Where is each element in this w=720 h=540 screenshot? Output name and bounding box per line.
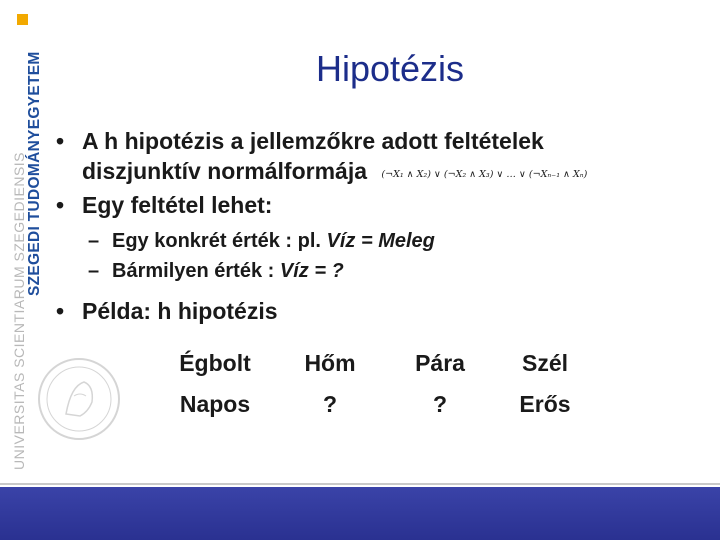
footer-bar — [0, 487, 720, 540]
attr-value: ? — [432, 391, 448, 417]
latin-motto: UNIVERSITAS SCIENTIARUM SZEGEDIENSIS — [11, 151, 27, 470]
attr-header: Hőm — [304, 350, 356, 376]
footer-divider — [0, 483, 720, 485]
attr-value: Erős — [519, 391, 571, 417]
bullet-text: Egy feltétel lehet: — [82, 192, 273, 218]
bullet-dot-icon: • — [56, 192, 65, 218]
dash-icon: – — [88, 260, 100, 282]
university-name: SZEGEDI TUDOMÁNYEGYETEM — [26, 51, 43, 296]
bullet-item — [56, 126, 706, 156]
sub-item — [56, 226, 706, 256]
bullet-list — [56, 126, 706, 326]
hypothesis-value-row — [160, 391, 600, 418]
page-title: Hipotézis — [315, 48, 465, 89]
sub-item — [56, 256, 706, 286]
bullet-text: A h hipotézis a jellemzőkre adott feltételek — [82, 128, 544, 154]
bullet-item — [56, 190, 706, 220]
bullet-dot-icon: • — [56, 128, 65, 154]
sub-item-text: Bármilyen érték : — [112, 260, 280, 282]
attr-value: Napos — [179, 391, 251, 417]
bullet-item — [56, 296, 706, 326]
attr-header: Égbolt — [179, 350, 251, 376]
bullet-dot-icon: • — [56, 298, 65, 324]
hypothesis-header-row — [160, 350, 600, 377]
bullet-item-continued — [56, 156, 706, 190]
attr-header: Pára — [415, 350, 465, 376]
dnf-formula: (¬X₁ ∧ X₂) ∨ (¬X₂ ∧ X₃) ∨ … ∨ (¬Xₙ₋₁ ∧ Xₙ) — [381, 169, 588, 180]
sub-item-text: Egy konkrét érték : pl. — [112, 230, 327, 252]
bullet-text: Példa: h hipotézis — [82, 298, 278, 324]
bullet-text: diszjunktív normálformája — [82, 158, 368, 184]
attr-header: Szél — [521, 350, 569, 376]
logo-square-icon — [17, 14, 28, 25]
university-seal-icon — [36, 356, 122, 442]
sub-item-example: Víz = Meleg — [326, 230, 435, 252]
attr-value: ? — [322, 391, 338, 417]
sub-item-example: Víz = ? — [279, 260, 344, 282]
dash-icon: – — [88, 230, 100, 252]
